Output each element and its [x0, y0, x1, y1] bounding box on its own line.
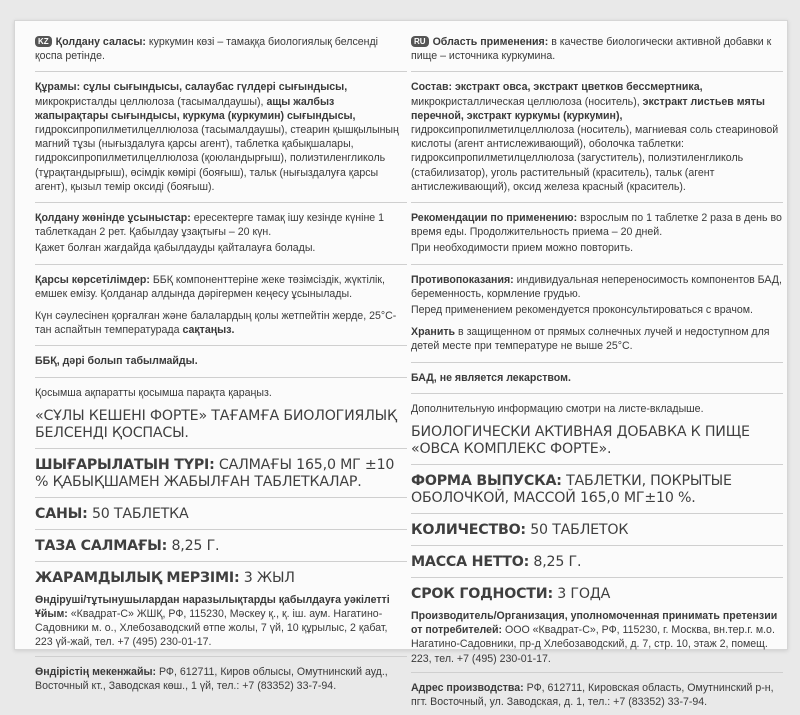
ru-net-weight: МАССА НЕТТО: 8,25 Г. [411, 554, 582, 571]
kz-see-leaflet: Қосымша ақпаратты қосымша парақта қараңыз. [35, 386, 272, 399]
ru-contraindications: Противопоказания: индивидуальная непереносимость компонентов БАД, беременность, кормление грудью. [411, 273, 782, 300]
kz-not-drug: ББҚ, дәрі болып табылмайды. [35, 355, 198, 368]
kazakh-column [35, 35, 407, 699]
ru-recommendations-repeat: При необходимости прием можно повторить. [411, 242, 634, 255]
divider [411, 464, 783, 465]
ru-composition: Состав: экстракт овса, экстракт цветков бессмертника, микрокристаллическая целлюлоза (носитель), экстракт листьев мяты перечной, экстракт куркумы (куркумин), гидроксипропилметилцеллюлоза (носитель), магниевая соль стеариновой кислоты (агент антислеживающий), оболочка таблетки: гидроксипропилметилцеллюлоза (загуститель), полиэтиленгликоль (стабилизатор), уголь растительный (краситель), тальк (агент антислеживающий), оксид железа красный (краситель). [411, 81, 779, 193]
ru-release-form: ФОРМА ВЫПУСКА: ТАБЛЕТКИ, ПОКРЫТЫЕ ОБОЛОЧКОЙ, МАССОЙ 165,0 МГ±10 %. [411, 473, 732, 507]
kz-storage: Күн сәулесінен қорғалған және балалардың қолы жетпейтін жерде, 25°С-тан аспайтын температурада сақтаңыз. [35, 310, 397, 337]
divider [411, 545, 783, 546]
divider [411, 513, 783, 514]
kz-manufacturer: Өндіруші/тұтынушылардан наразылықтарды қабылдауға уәкілетті Ұйым: «Квадрат-С» ЖШҚ, РФ, 115230, Мәскеу қ., қ. іш. аум. Нагатино-Садовники м. о., Хлебозаводский өтпе жолы, 7 үй, 10 құрылыс, 2 қабат, 223 үй-жай, тел. +7 (495) 230-01-17. [35, 593, 390, 649]
ru-consult: Перед применением рекомендуется проконсультироваться с врачом. [411, 304, 753, 317]
kz-production-address: Өндірістің мекенжайы: РФ, 612711, Киров облысы, Омутнинский ауд., Восточный кт., Заводская көш., 1 үй, тел.: +7 (83352) 33-7-94. [35, 665, 388, 692]
ru-recommendations: Рекомендации по применению: взрослым по 1 таблетке 2 раза в день во время еды. Продолжительность приема – 20 дней. [411, 212, 782, 239]
kz-shelf-life: ЖАРАМДЫЛЫҚ МЕРЗІМІ: 3 ЖЫЛ [35, 569, 295, 586]
divider [35, 497, 407, 498]
ru-manufacturer: Производитель/Организация, уполномоченная принимать претензии от потребителей: ООО «Квадрат-С», РФ, 115230, г. Москва, вн.тер.г. м.о. Нагатино-Садовники, пр-д Хлебозаводский, д. 7, стр. 10, этаж 2, помещ. 223, тел. +7 (495) 230-01-17. [411, 610, 778, 665]
ru-product-name: БИОЛОГИЧЕСКИ АКТИВНАЯ ДОБАВКА К ПИЩЕ «ОВСА КОМПЛЕКС ФОРТЕ». [411, 424, 750, 458]
divider [411, 264, 783, 265]
ru-production-address: Адрес производства: РФ, 612711, Кировская область, Омутнинский р-н, пгт. Восточный, ул. Заводская, д. 1, тел.: +7 (83352) 33-7-94. [411, 681, 774, 709]
divider [35, 448, 407, 449]
russian-column [411, 35, 783, 715]
divider [35, 202, 407, 203]
kz-net-weight: ТАЗА САЛМАҒЫ: 8,25 Г. [35, 537, 220, 554]
divider [411, 362, 783, 363]
kz-usage: KZ Қолдану саласы: куркумин көзі – тамаққа биологиялық белсенді қоспа ретінде. [35, 36, 379, 63]
kz-recommendations-repeat: Қажет болған жағдайда қабылдауды қайталауға болады. [35, 242, 316, 255]
divider [411, 393, 783, 394]
divider [411, 577, 783, 578]
kz-lang-tag: KZ [35, 36, 52, 47]
divider [35, 656, 407, 657]
ru-quantity: КОЛИЧЕСТВО: 50 ТАБЛЕТОК [411, 522, 629, 539]
kz-quantity: САНЫ: 50 ТАБЛЕТКА [35, 505, 189, 522]
divider [35, 345, 407, 346]
ru-shelf-life: СРОК ГОДНОСТИ: 3 ГОДА [411, 586, 611, 603]
ru-not-drug: БАД, не является лекарством. [411, 371, 571, 384]
divider [35, 377, 407, 378]
kz-recommendations: Қолдану жөнінде ұсыныстар: ересектерге тамақ ішу кезінде күніне 1 таблеткадан 2 рет. Қабылдау ұзақтығы – 20 күн. [35, 212, 385, 239]
divider [411, 71, 783, 72]
kz-composition: Құрамы: сұлы сығындысы, салаубас гүлдері сығындысы, микрокристалды целлюлоза (тасымалдаушы), ащы жалбыз жапырақтары сығындысы, куркума (куркумин) сығындысы, гидроксипропилметилцеллюлоза (тасымалдаушы), стеарин қышқылының магний тұзы (нығыздалуға қарсы агент), таблетка қабықшалары, гидроксипропилметилцеллюлоза (қоюландырғыш), полиэтиленгликоль (тұрақтандырғыш), өсімдік көмірі (бояғыш), тальк (нығыздалуға қарсы агент), қызыл темір оксиді (бояғыш). [35, 81, 399, 193]
divider [35, 264, 407, 265]
ru-usage: RU Область применения: в качестве биологически активной добавки к пище – источника куркумина. [411, 36, 772, 63]
ru-lang-tag: RU [411, 36, 429, 47]
kz-product-name: «СҰЛЫ КЕШЕНІ ФОРТЕ» ТАҒАМҒА БИОЛОГИЯЛЫҚ БЕЛСЕНДІ ҚОСПАСЫ. [35, 407, 397, 441]
divider [411, 672, 783, 673]
ru-see-leaflet: Дополнительную информацию смотри на листе-вкладыше. [411, 402, 704, 415]
kz-release-form: ШЫҒАРЫЛАТЫН ТҮРІ: САЛМАҒЫ 165,0 МГ ±10 % ҚАБЫҚШАМЕН ЖАБЫЛҒАН ТАБЛЕТКАЛАР. [35, 456, 395, 490]
package-panel [14, 20, 788, 709]
divider [35, 561, 407, 562]
ru-storage: Хранить в защищенном от прямых солнечных лучей и недоступном для детей месте при температуре не выше 25°С. [411, 326, 770, 353]
kz-contraindications: Қарсы көрсетілімдер: ББҚ компоненттеріне жеке төзімсіздік, жүктілік, емшек емізу. Қолданар алдында дәрігермен кеңесу ұсынылады. [35, 273, 385, 300]
divider [411, 202, 783, 203]
divider [35, 529, 407, 530]
divider [35, 71, 407, 72]
